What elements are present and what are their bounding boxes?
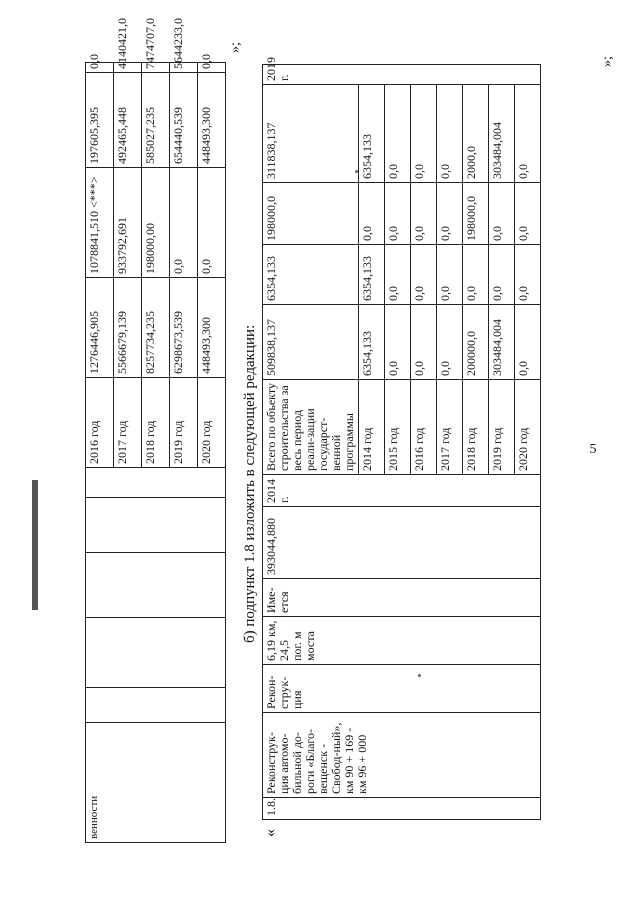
value-cell: 5566679,139 — [114, 278, 142, 378]
page-number: 5 — [589, 442, 597, 457]
year-cell: 2018 год — [142, 378, 170, 468]
value-cell: 0,0 — [170, 168, 198, 278]
year-cell: 2015 год — [385, 380, 411, 475]
value-cell: 448493,300 — [198, 73, 226, 168]
value-cell: 0,0 — [359, 183, 385, 245]
value-cell: 6354,133 — [359, 245, 385, 305]
value-cell: 1078841,510 <***> — [86, 168, 114, 278]
value-cell: 7474707,0 — [142, 63, 170, 73]
closing-quote: »; — [228, 42, 243, 53]
value-cell: 8257734,235 — [142, 278, 170, 378]
value-cell: 0,0 — [411, 183, 437, 245]
total-label: Всего по объекту строительства за весь период реали-зации государст-венной программы — [263, 380, 359, 475]
value-cell: 311838,137 — [263, 85, 359, 183]
year-cell: 2018 год — [463, 380, 489, 475]
value-cell: 0,0 — [385, 85, 411, 183]
value-cell: 1276446,905 — [86, 278, 114, 378]
object-funding-table — [262, 57, 541, 820]
value-cell: 509838,137 — [263, 305, 359, 380]
value-cell: 0,0 — [385, 183, 411, 245]
value-cell: 654440,539 — [170, 73, 198, 168]
item-number: 1.8. — [263, 798, 541, 820]
value-cell: 303484,004 — [489, 305, 515, 380]
value-cell: 0,0 — [515, 245, 541, 305]
value-cell: 0,0 — [437, 245, 463, 305]
value-cell: 0,0 — [411, 245, 437, 305]
value-cell: 0,0 — [463, 245, 489, 305]
table-row — [263, 65, 359, 820]
year-cell: 2019 год — [489, 380, 515, 475]
value-cell: 2000,0 — [463, 85, 489, 183]
value-cell: 0,0 — [437, 183, 463, 245]
section-heading: б) подпункт 1.8 изложить в следующей редакции: — [242, 324, 258, 643]
value-cell: 0,0 — [489, 245, 515, 305]
object-name: Реконструк-ция автомо-бильной до-роги «Благо-вещенск - Свобод-ный», км 90 + 169 - км 96 + 000 — [263, 713, 541, 798]
value-cell: 0,0 — [198, 168, 226, 278]
value-cell: 5644233,0 — [170, 63, 198, 73]
year-cell: 2014 год — [359, 380, 385, 475]
value-cell: 6354,133 — [263, 245, 359, 305]
value-cell: 0,0 — [411, 305, 437, 380]
value-cell: 0,0 — [86, 63, 114, 73]
value-cell: 0,0 — [198, 63, 226, 73]
binding-mark — [32, 480, 38, 610]
work-type: Рекон-струк-ция — [263, 665, 541, 713]
value-cell: 200000,0 — [463, 305, 489, 380]
value-cell: 0,0 — [515, 85, 541, 183]
year-cell: 2017 год — [437, 380, 463, 475]
value-cell: 197605,395 — [86, 73, 114, 168]
opening-quote: « — [262, 829, 279, 837]
scan-speck — [418, 674, 421, 677]
capacity: 6,19 км, 24,5 пог. м моста — [263, 617, 541, 665]
year-cell: 2020 год — [515, 380, 541, 475]
value-cell: 198000,0 — [463, 183, 489, 245]
value-cell: 6354,133 — [359, 305, 385, 380]
value-cell: 0,0 — [385, 245, 411, 305]
year-cell: 2019 год — [170, 378, 198, 468]
value-cell: 198000,0 — [263, 183, 359, 245]
value-cell: 0,0 — [411, 85, 437, 183]
scan-speck — [355, 170, 358, 173]
year-cell: 2020 год — [198, 378, 226, 468]
end-year: 2019 г. — [263, 65, 541, 85]
category-label: венности — [86, 723, 226, 843]
value-cell: 4140421,0 — [114, 63, 142, 73]
table-row — [86, 63, 114, 843]
design-docs: Име-ется — [263, 579, 541, 617]
value-cell: 0,0 — [515, 305, 541, 380]
value-cell: 0,0 — [385, 305, 411, 380]
value-cell: 0,0 — [437, 305, 463, 380]
start-year: 2014 г. — [263, 475, 541, 507]
value-cell: 0,0 — [489, 183, 515, 245]
value-cell: 448493,300 — [198, 278, 226, 378]
value-cell: 6298673,539 — [170, 278, 198, 378]
year-cell: 2017 год — [114, 378, 142, 468]
year-cell: 2016 год — [411, 380, 437, 475]
year-cell: 2016 год — [86, 378, 114, 468]
value-cell: 303484,004 — [489, 85, 515, 183]
value-cell: 6354,133 — [359, 85, 385, 183]
value-cell: 933792,691 — [114, 168, 142, 278]
value-cell: 492465,448 — [114, 73, 142, 168]
value-cell: 0,0 — [437, 85, 463, 183]
estimated-cost: 393044,880 — [263, 507, 541, 579]
funding-table-continued — [85, 18, 226, 843]
closing-quote: »; — [600, 56, 615, 67]
value-cell: 585027,235 — [142, 73, 170, 168]
value-cell: 198000,00 — [142, 168, 170, 278]
value-cell: 0,0 — [515, 183, 541, 245]
